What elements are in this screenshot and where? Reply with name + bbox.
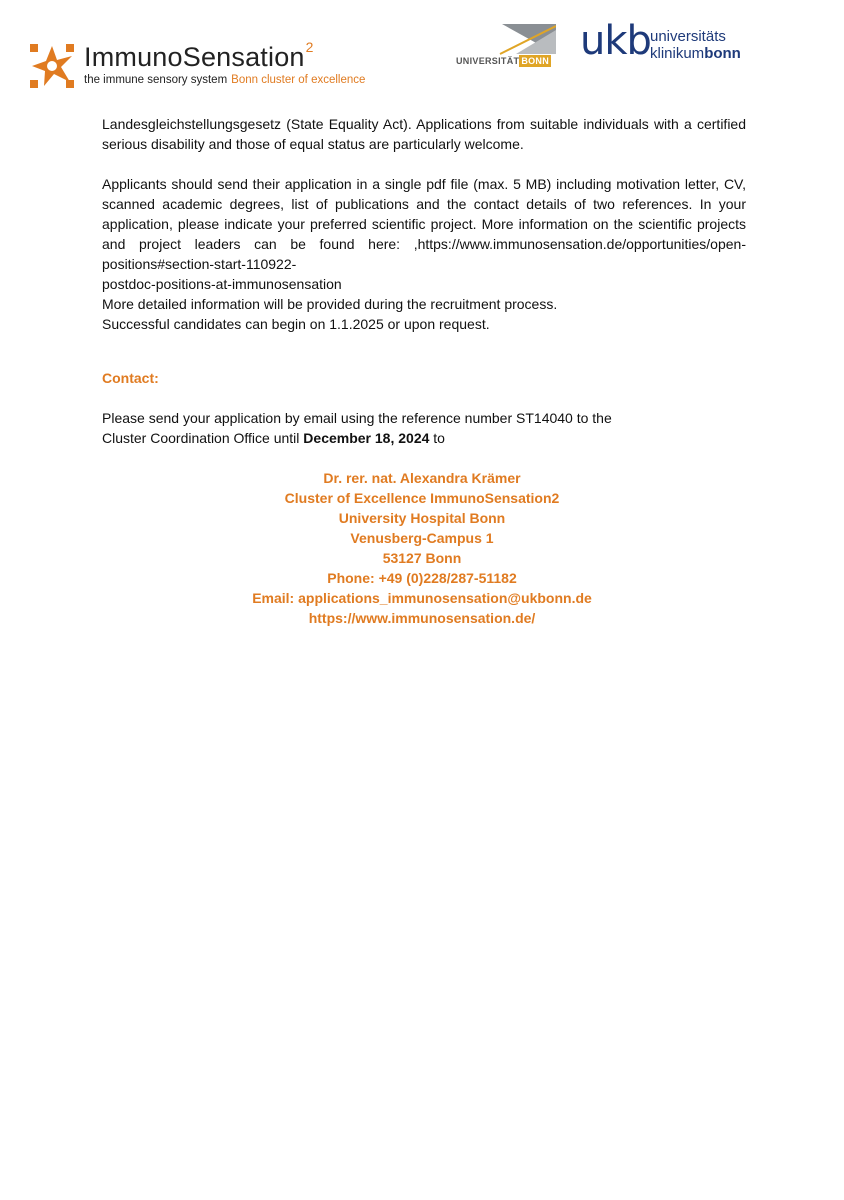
contact-address-block (98, 468, 746, 628)
website-link[interactable]: https://www.immunosensation.de/ (308, 610, 536, 626)
contact-city: 53127 Bonn (382, 550, 462, 566)
document-body (102, 114, 746, 628)
immunosensation-wordmark: ImmunoSensation$^2$ (84, 39, 314, 72)
contact-phone: Phone: +49 (0)228/287-51182 (327, 570, 517, 586)
deadline-date: December 18, 2024 (303, 430, 430, 446)
contact-organization: Cluster of Excellence ImmunoSensation2 (284, 490, 560, 506)
uni-bonn-graphic-icon (456, 24, 556, 56)
contact-heading: Contact: (102, 370, 159, 386)
ukb-mark: ukb (580, 18, 651, 64)
immunosensation-tagline: the immune sensory system Bonn cluster of excellence (84, 74, 366, 86)
universitaet-bonn-logo: UNIVERSITÄT BONN (456, 24, 556, 66)
recruitment-info-line: More detailed information will be provided during the recruitment process. (102, 296, 558, 312)
ukb-wordmark: universitäts klinikumbonn (650, 28, 741, 62)
equality-paragraph: Landesgleichstellungsgesetz (State Equality Act). Applications from suitable individuals with a certified serious disability and those of equal status are particularly welcome. (102, 116, 746, 152)
contact-name: Dr. rer. nat. Alexandra Krämer (323, 470, 521, 486)
contact-instruction-line2: Cluster Coordination Office until December 18, 2024 to (102, 430, 445, 446)
application-paragraph: Applicants should send their application in a single pdf file (max. 5 MB) including motivation letter, CV, scanned academic degrees, list of publications and the contact details of two references. In your application, please indicate your preferred scientific project. More information on the scientific projects and project leaders can be found here: ,https://www.immunosensation.de/opportunities/open-positions#section-start-110922- postdoc-positions-at-immunosensation (102, 176, 746, 292)
contact-email[interactable]: Email: applications_immunosensation@ukbonn.de (252, 590, 592, 606)
contact-instruction-line1: Please send your application by email using the reference number ST14040 to the (102, 410, 612, 426)
contact-street: Venusberg-Campus 1 (350, 530, 494, 546)
start-date-line: Successful candidates can begin on 1.1.2025 or upon request. (102, 316, 490, 332)
contact-hospital: University Hospital Bonn (338, 510, 506, 526)
immunosensation-star-icon (30, 44, 74, 88)
